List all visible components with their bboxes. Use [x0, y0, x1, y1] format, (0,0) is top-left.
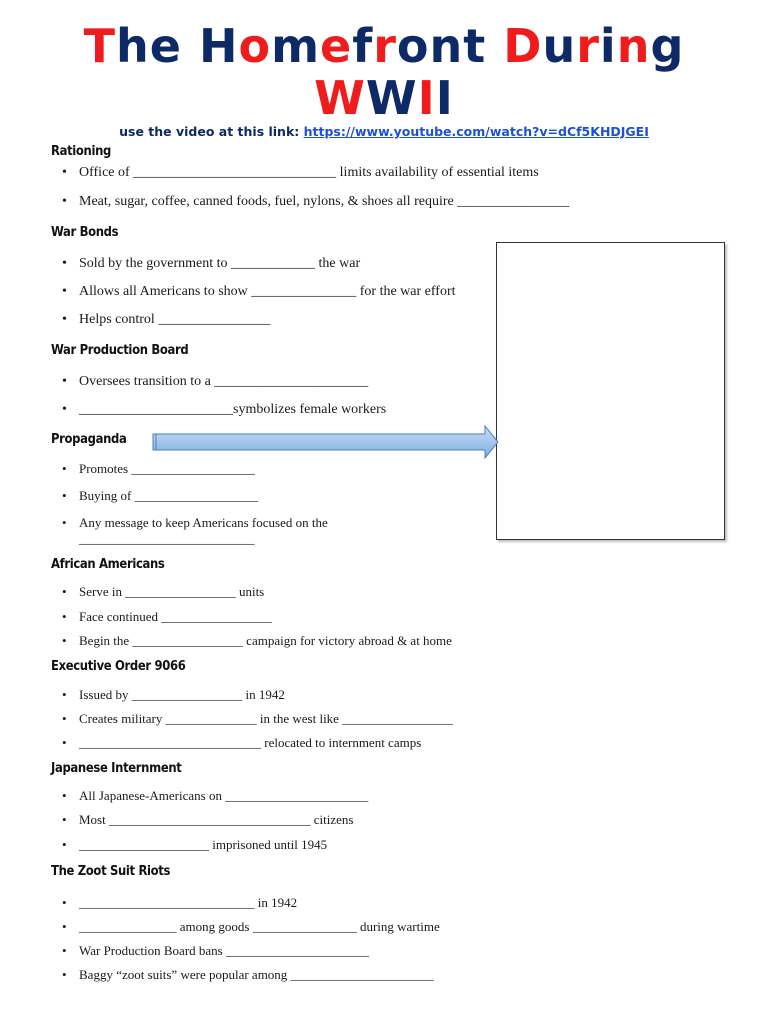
- bullet-icon: •: [62, 165, 67, 180]
- list-item: • ____________________ imprisoned until 1945: [62, 837, 328, 852]
- list-item: • Meat, sugar, coffee, canned foods, fuel, nylons, & shoes all require ________________: [62, 194, 570, 209]
- title-letters: f: [352, 19, 374, 73]
- title-letters: r: [576, 19, 600, 73]
- list-item: • _______________ among goods ________________ during wartime: [62, 919, 440, 934]
- bullet-icon: •: [62, 812, 67, 827]
- bullet-icon: •: [62, 943, 67, 958]
- bullet-icon: •: [62, 461, 67, 476]
- list-item: • Face continued _________________: [62, 609, 272, 624]
- bullet-icon: •: [62, 711, 67, 726]
- list-item: • ___________________________ in 1942: [62, 895, 298, 910]
- bullet-icon: •: [62, 194, 67, 209]
- video-link[interactable]: https://www.youtube.com/watch?v=dCf5KHDJGEI: [303, 124, 649, 139]
- title-letters: r: [373, 19, 397, 73]
- title-letters: m: [271, 19, 321, 73]
- bullet-icon: •: [62, 837, 67, 852]
- list-item: • Helps control ________________: [62, 312, 271, 327]
- section-heading-propaganda: Propaganda: [51, 431, 127, 447]
- list-item: • ____________________________ relocated to internment camps: [62, 735, 422, 750]
- bullet-icon: •: [62, 919, 67, 934]
- section-heading-zoot-suit-riots: The Zoot Suit Riots: [51, 863, 171, 879]
- list-item: • Oversees transition to a ______________________: [62, 374, 369, 389]
- list-item: • Creates military ______________ in the west like _________________: [62, 711, 453, 726]
- list-item: • All Japanese-Americans on ______________________: [62, 788, 369, 803]
- section-heading-war-bonds: War Bonds: [51, 224, 119, 240]
- bullet-icon: •: [62, 584, 67, 599]
- video-instruction-text: use the video at this link:: [119, 124, 304, 139]
- title-letters: e: [320, 19, 353, 73]
- list-item: • War Production Board bans ______________________: [62, 943, 369, 958]
- list-item: • Promotes ___________________: [62, 461, 255, 476]
- list-item: • Issued by _________________ in 1942: [62, 687, 285, 702]
- bullet-icon: •: [62, 788, 67, 803]
- title-letters: n: [616, 19, 651, 73]
- list-item: • Buying of ___________________: [62, 488, 259, 503]
- title-letters: I: [435, 71, 454, 125]
- bullet-icon: •: [62, 312, 67, 327]
- title-letters: H: [198, 19, 239, 73]
- section-heading-war-production-board: War Production Board: [51, 342, 189, 358]
- blank-drawing-box: [496, 242, 725, 540]
- bullet-icon: •: [62, 735, 67, 750]
- bullet-icon: •: [62, 256, 67, 271]
- list-item: • ______________________symbolizes female workers: [62, 402, 387, 417]
- bullet-icon: •: [62, 687, 67, 702]
- title-letters: W: [314, 71, 366, 125]
- list-item: • Most _______________________________ citizens: [62, 812, 354, 827]
- bullet-icon: •: [62, 374, 67, 389]
- list-item: • Office of _____________________________ limits availability of essential items: [62, 165, 539, 180]
- title-letters: u: [542, 19, 577, 73]
- video-instruction: [0, 124, 768, 139]
- title-letters: W: [365, 71, 418, 125]
- list-item: • Baggy “zoot suits” were popular among ______________________: [62, 967, 434, 982]
- list-item: • Serve in _________________ units: [62, 584, 265, 599]
- page-title-line-2: [0, 72, 768, 124]
- section-heading-japanese-internment: Japanese Internment: [51, 760, 182, 776]
- title-letters: i: [599, 19, 617, 73]
- title-letters: I: [417, 71, 436, 125]
- title-letters: ont: [396, 19, 504, 73]
- section-heading-rationing: Rationing: [51, 143, 112, 159]
- title-letters: g: [650, 19, 685, 73]
- bullet-icon: •: [62, 609, 67, 624]
- title-letters: he: [116, 19, 199, 73]
- bullet-icon: •: [62, 515, 67, 530]
- right-arrow-icon: [150, 424, 500, 460]
- title-letters: T: [83, 19, 116, 73]
- bullet-icon: •: [62, 488, 67, 503]
- section-heading-executive-order-9066: Executive Order 9066: [51, 658, 186, 674]
- bullet-icon: •: [62, 895, 67, 910]
- list-item: • Allows all Americans to show _______________ for the war effort: [62, 284, 456, 299]
- list-item: • Begin the _________________ campaign for victory abroad & at home: [62, 633, 452, 648]
- bullet-icon: •: [62, 633, 67, 648]
- list-item: • Sold by the government to ____________ the war: [62, 256, 361, 271]
- bullet-icon: •: [62, 967, 67, 982]
- section-heading-african-americans: African Americans: [51, 556, 165, 572]
- title-letters: D: [503, 19, 543, 73]
- title-letters: o: [238, 19, 272, 73]
- bullet-icon: •: [62, 402, 67, 417]
- bullet-icon: •: [62, 284, 67, 299]
- list-item: • Any message to keep Americans focused on the ___________________________: [62, 515, 328, 546]
- page-title-line-1: [0, 20, 768, 72]
